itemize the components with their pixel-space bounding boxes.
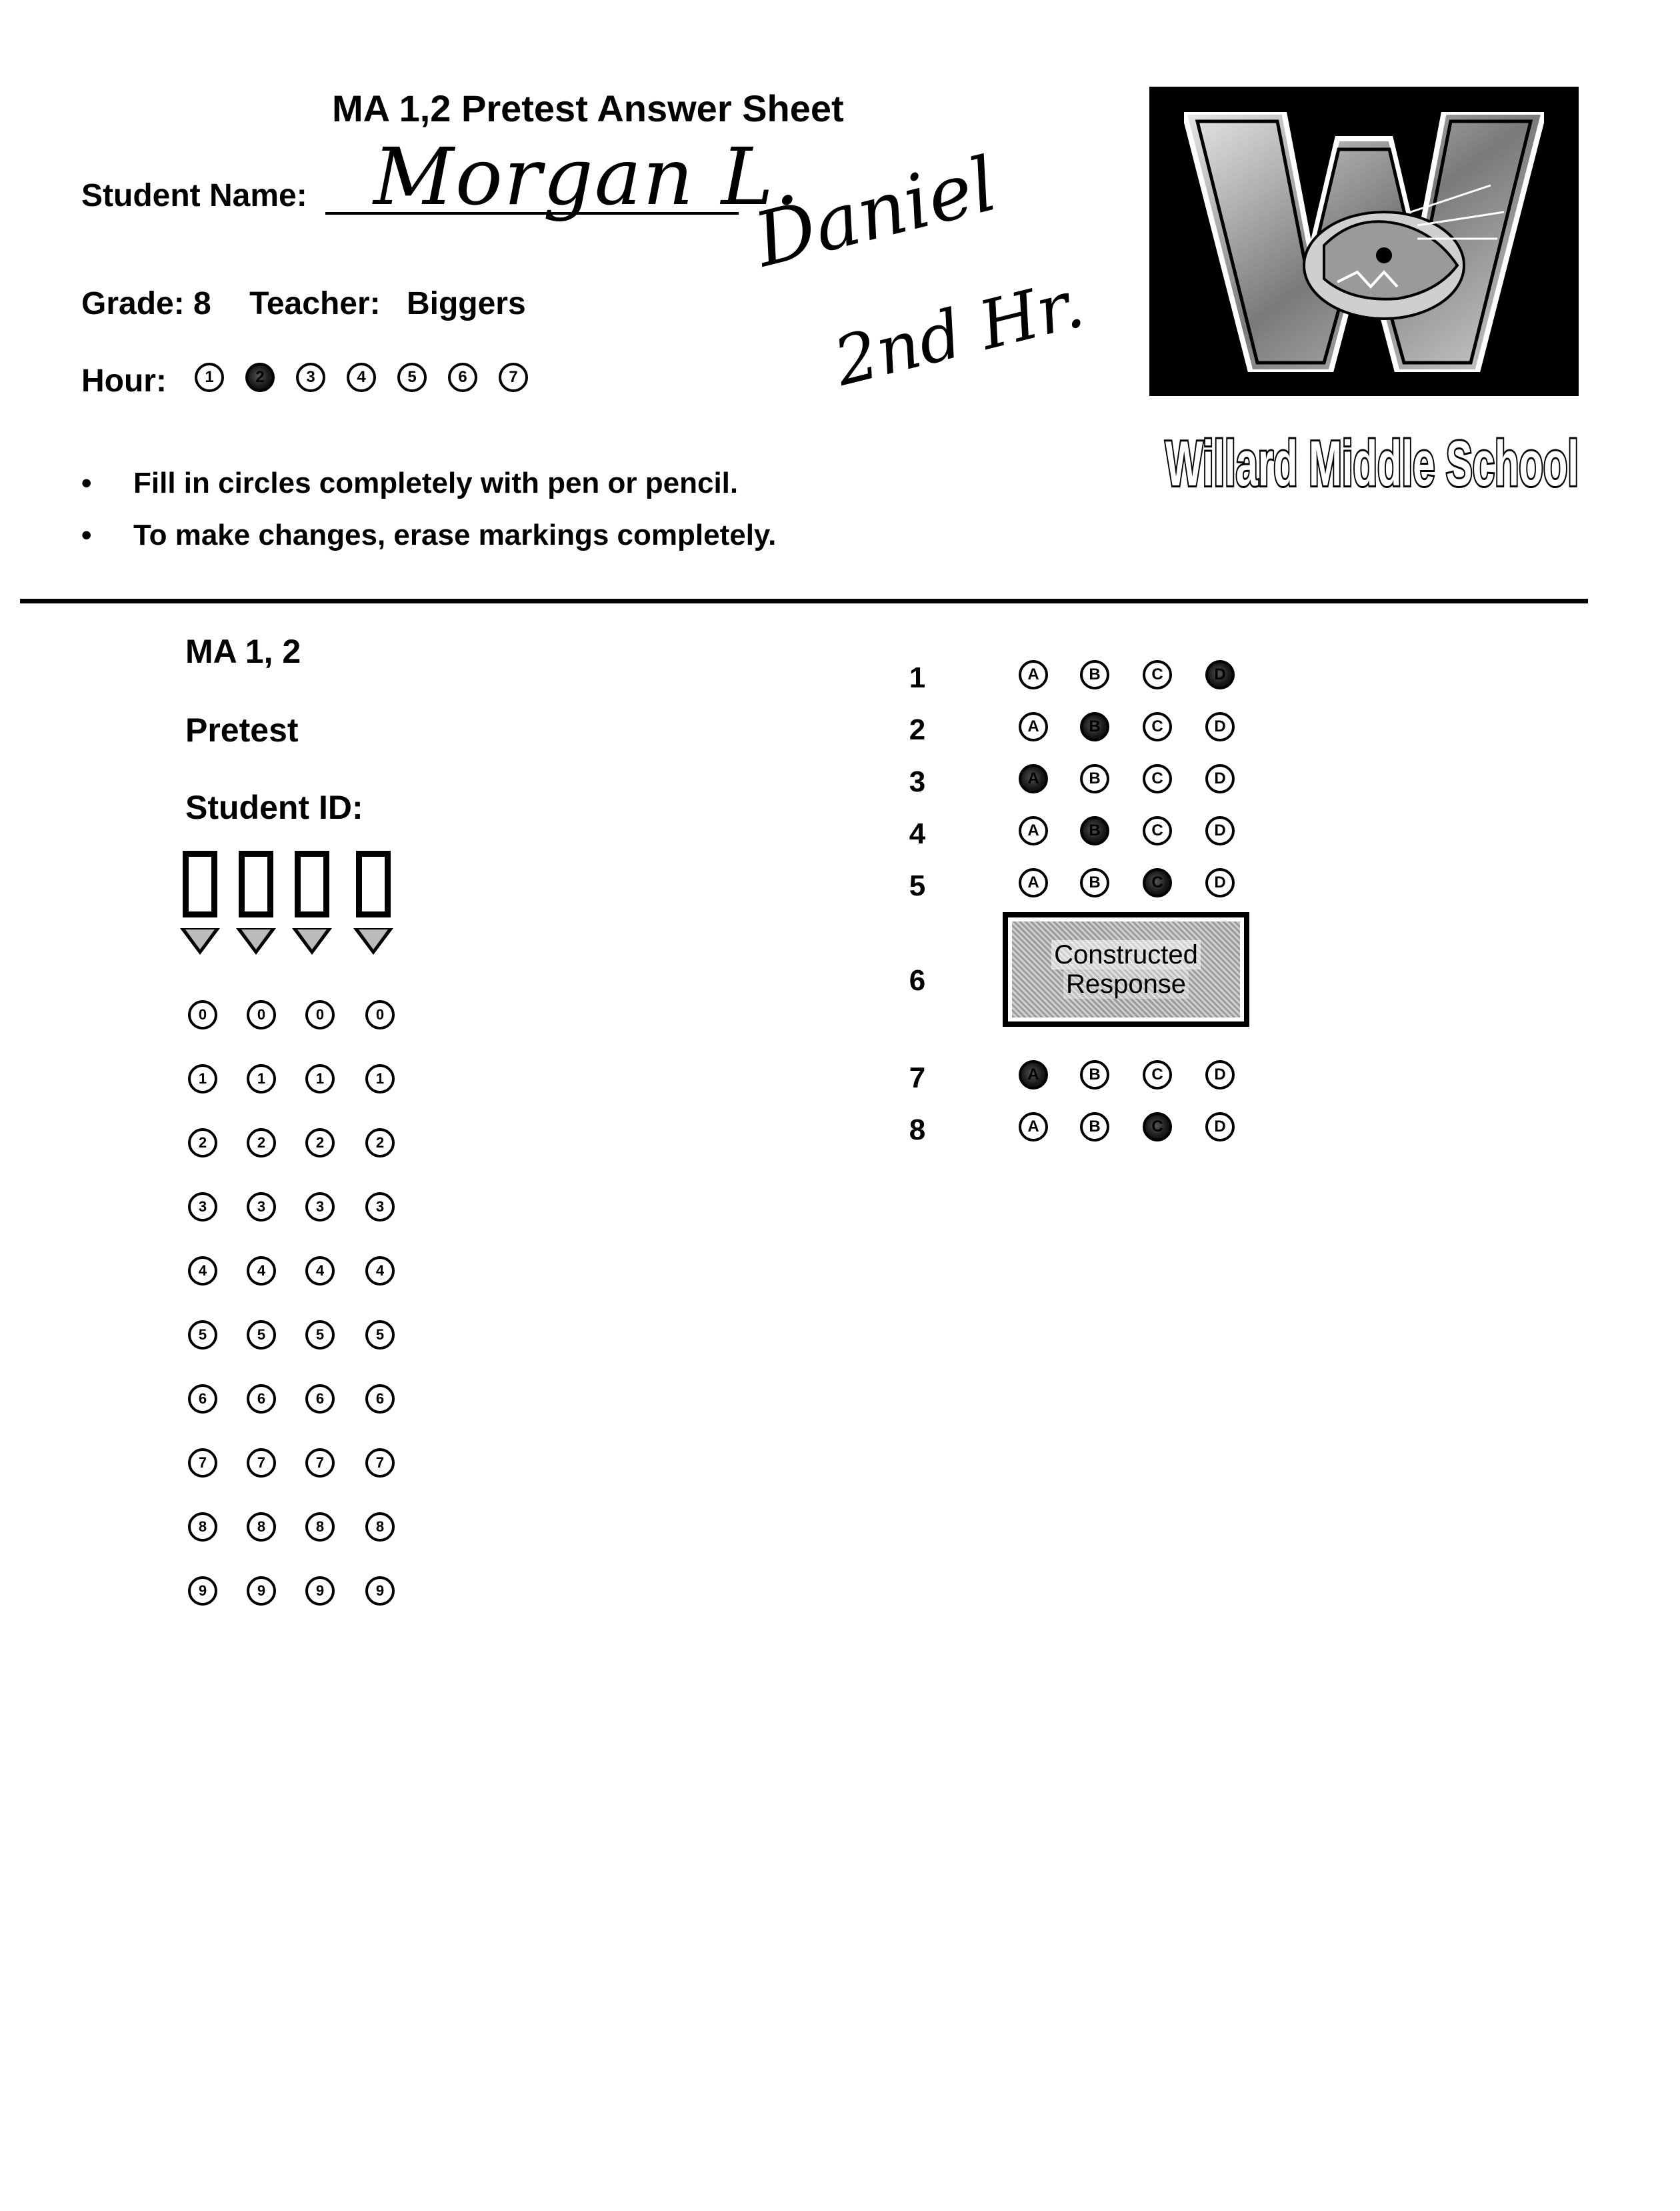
answer-bubble-4-d[interactable]: D: [1205, 816, 1235, 845]
hour-label: Hour:: [81, 363, 167, 399]
answer-bubble-7-a[interactable]: A: [1019, 1060, 1048, 1089]
question-number: 6: [909, 964, 926, 997]
student-id-bubble-9[interactable]: 9: [247, 1576, 276, 1606]
question-number: 4: [909, 817, 926, 850]
student-id-digit-box[interactable]: [295, 851, 329, 917]
student-id-bubble-2[interactable]: 2: [305, 1128, 335, 1158]
student-id-bubble-0[interactable]: 0: [188, 1000, 217, 1029]
hour-bubble-5[interactable]: 5: [397, 363, 427, 392]
answer-bubble-4-b[interactable]: B: [1080, 816, 1109, 845]
answer-bubble-5-a[interactable]: A: [1019, 868, 1048, 897]
answer-bubble-8-b[interactable]: B: [1080, 1112, 1109, 1142]
handwritten-student-name: Morgan L.: [373, 131, 801, 223]
answer-bubble-2-b[interactable]: B: [1080, 712, 1109, 741]
answer-bubble-7-c[interactable]: C: [1143, 1060, 1172, 1089]
student-id-bubble-7[interactable]: 7: [188, 1448, 217, 1478]
question-number: 5: [909, 869, 926, 902]
teacher-label: Teacher:: [249, 286, 381, 321]
test-label: Pretest: [185, 711, 299, 749]
student-id-arrow: [236, 928, 276, 955]
student-id-bubble-0[interactable]: 0: [305, 1000, 335, 1029]
question-number: 7: [909, 1061, 926, 1094]
hour-bubble-3[interactable]: 3: [296, 363, 325, 392]
student-id-digit-box[interactable]: [239, 851, 273, 917]
answer-bubble-7-b[interactable]: B: [1080, 1060, 1109, 1089]
answer-bubble-1-a[interactable]: A: [1019, 660, 1048, 689]
handwritten-note-name: Daniel: [747, 141, 1005, 285]
student-id-bubble-4[interactable]: 4: [247, 1256, 276, 1286]
course-label: MA 1, 2: [185, 633, 301, 670]
student-id-bubble-5[interactable]: 5: [305, 1320, 335, 1350]
constructed-response-label: Constructed: [1051, 940, 1201, 969]
teacher-name: Biggers: [406, 286, 526, 321]
student-id-bubble-6[interactable]: 6: [247, 1384, 276, 1414]
student-id-bubble-9[interactable]: 9: [305, 1576, 335, 1606]
answer-bubble-3-b[interactable]: B: [1080, 764, 1109, 793]
answer-bubble-4-a[interactable]: A: [1019, 816, 1048, 845]
question-number: 8: [909, 1114, 926, 1146]
instruction-item: • Fill in circles completely with pen or pencil.: [81, 467, 776, 500]
student-id-bubble-8[interactable]: 8: [247, 1512, 276, 1542]
student-id-bubble-1[interactable]: 1: [365, 1064, 395, 1093]
answer-bubble-1-b[interactable]: B: [1080, 660, 1109, 689]
student-id-bubble-6[interactable]: 6: [365, 1384, 395, 1414]
answer-bubble-3-d[interactable]: D: [1205, 764, 1235, 793]
answer-bubble-2-d[interactable]: D: [1205, 712, 1235, 741]
student-id-bubble-0[interactable]: 0: [247, 1000, 276, 1029]
student-id-bubble-9[interactable]: 9: [188, 1576, 217, 1606]
grade-label: Grade: 8: [81, 286, 211, 321]
student-id-bubble-1[interactable]: 1: [188, 1064, 217, 1093]
question-number: 2: [909, 713, 926, 746]
hour-bubble-7[interactable]: 7: [499, 363, 528, 392]
answer-bubble-2-c[interactable]: C: [1143, 712, 1172, 741]
answer-bubble-1-d[interactable]: D: [1205, 660, 1235, 689]
student-id-bubble-0[interactable]: 0: [365, 1000, 395, 1029]
student-id-bubble-5[interactable]: 5: [188, 1320, 217, 1350]
hour-bubble-2[interactable]: 2: [245, 363, 275, 392]
student-id-bubble-7[interactable]: 7: [247, 1448, 276, 1478]
constructed-response-box: [1003, 912, 1249, 1027]
student-id-bubble-8[interactable]: 8: [365, 1512, 395, 1542]
student-id-label: Student ID:: [185, 789, 363, 826]
school-name-logo: [1159, 419, 1585, 505]
student-id-digit-box[interactable]: [356, 851, 391, 917]
student-id-digit-box[interactable]: [183, 851, 217, 917]
hour-bubbles: [195, 363, 528, 392]
student-id-bubble-2[interactable]: 2: [188, 1128, 217, 1158]
hour-bubble-1[interactable]: 1: [195, 363, 224, 392]
school-name: Willard Middle School: [1165, 428, 1579, 499]
answer-bubble-5-b[interactable]: B: [1080, 868, 1109, 897]
answer-bubble-3-a[interactable]: A: [1019, 764, 1048, 793]
grade-teacher-line: [81, 285, 539, 322]
student-id-bubble-3[interactable]: 3: [305, 1192, 335, 1222]
answer-bubble-4-c[interactable]: C: [1143, 816, 1172, 845]
handwritten-note-hour: 2nd Hr.: [827, 264, 1091, 401]
student-id-arrow: [353, 928, 393, 955]
student-id-bubble-2[interactable]: 2: [365, 1128, 395, 1158]
student-id-bubble-9[interactable]: 9: [365, 1576, 395, 1606]
student-id-bubble-7[interactable]: 7: [305, 1448, 335, 1478]
wildcat-mascot-icon: [1184, 112, 1544, 372]
answer-bubble-5-c[interactable]: C: [1143, 868, 1172, 897]
student-id-bubble-8[interactable]: 8: [305, 1512, 335, 1542]
sheet-title: MA 1,2 Pretest Answer Sheet: [332, 87, 844, 129]
student-id-bubble-7[interactable]: 7: [365, 1448, 395, 1478]
hour-bubble-6[interactable]: 6: [448, 363, 477, 392]
answer-bubble-8-a[interactable]: A: [1019, 1112, 1048, 1142]
student-id-bubble-6[interactable]: 6: [305, 1384, 335, 1414]
answer-bubble-8-d[interactable]: D: [1205, 1112, 1235, 1142]
answer-bubble-7-d[interactable]: D: [1205, 1060, 1235, 1089]
question-number: 1: [909, 661, 926, 694]
student-id-bubble-1[interactable]: 1: [305, 1064, 335, 1093]
section-divider: [20, 599, 1588, 603]
answer-bubble-3-c[interactable]: C: [1143, 764, 1172, 793]
student-id-bubble-5[interactable]: 5: [365, 1320, 395, 1350]
student-id-bubble-2[interactable]: 2: [247, 1128, 276, 1158]
student-id-arrow: [180, 928, 220, 955]
answer-bubble-2-a[interactable]: A: [1019, 712, 1048, 741]
student-id-bubble-3[interactable]: 3: [188, 1192, 217, 1222]
student-name-label: Student Name:: [81, 178, 307, 213]
hour-bubble-4[interactable]: 4: [347, 363, 376, 392]
answer-bubble-5-d[interactable]: D: [1205, 868, 1235, 897]
answer-bubble-1-c[interactable]: C: [1143, 660, 1172, 689]
answer-bubble-8-c[interactable]: C: [1143, 1112, 1172, 1142]
student-id-bubble-3[interactable]: 3: [365, 1192, 395, 1222]
student-id-bubble-4[interactable]: 4: [188, 1256, 217, 1286]
student-id-arrow: [292, 928, 332, 955]
student-id-bubble-4[interactable]: 4: [365, 1256, 395, 1286]
student-id-bubble-4[interactable]: 4: [305, 1256, 335, 1286]
student-id-bubble-1[interactable]: 1: [247, 1064, 276, 1093]
question-number: 3: [909, 765, 926, 798]
instruction-item: • To make changes, erase markings completely.: [81, 519, 776, 552]
student-id-bubble-8[interactable]: 8: [188, 1512, 217, 1542]
instructions: [81, 467, 776, 571]
constructed-response-label: Response: [1063, 969, 1189, 999]
student-id-bubble-6[interactable]: 6: [188, 1384, 217, 1414]
student-id-bubble-3[interactable]: 3: [247, 1192, 276, 1222]
student-id-bubble-5[interactable]: 5: [247, 1320, 276, 1350]
